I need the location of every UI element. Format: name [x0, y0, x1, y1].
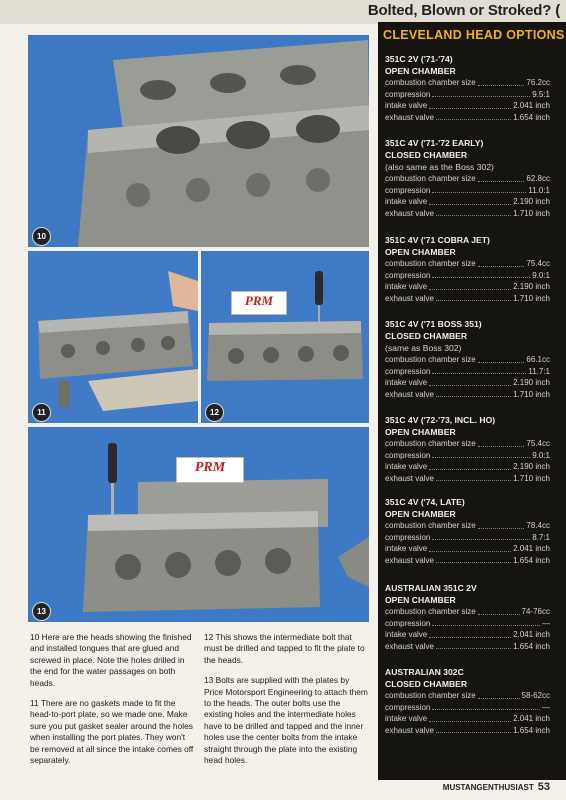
- leader-dots: [478, 354, 525, 363]
- photo-number-13: 13: [32, 602, 51, 621]
- spec-value: 2.190 inch: [513, 462, 550, 472]
- spec-row: [385, 450, 550, 462]
- spec-row: [385, 606, 550, 618]
- spec-value: 66.1cc: [526, 355, 550, 364]
- leader-dots: [478, 258, 525, 267]
- spec-label: exhaust valve: [385, 725, 434, 735]
- leader-dots: [432, 532, 530, 541]
- leader-dots: [429, 196, 511, 205]
- leader-dots: [429, 461, 511, 470]
- spec-value: 9.0:1: [532, 450, 550, 460]
- leader-dots: [429, 713, 511, 722]
- prm-logo-13: PRM: [176, 457, 244, 483]
- section-title: 351C 4V ('74, LATE): [385, 497, 465, 507]
- head-option-section: [385, 666, 550, 736]
- leader-dots: [478, 520, 525, 529]
- spec-value: —: [542, 702, 550, 712]
- section-chamber-type: OPEN CHAMBER: [385, 595, 456, 605]
- section-chamber-type: OPEN CHAMBER: [385, 66, 456, 76]
- spec-value: 2.041 inch: [513, 630, 550, 640]
- spec-row: [385, 196, 550, 208]
- section-chamber-type: OPEN CHAMBER: [385, 427, 456, 437]
- spec-label: intake valve: [385, 101, 428, 111]
- section-chamber-type: CLOSED CHAMBER: [385, 331, 468, 341]
- spec-value: 2.041 inch: [513, 544, 550, 554]
- spec-value: 62.8cc: [526, 174, 550, 183]
- sidebar-title: CLEVELAND HEAD OPTIONS: [383, 28, 565, 42]
- spec-label: compression: [385, 618, 431, 628]
- spec-value: 9.5:1: [532, 89, 550, 99]
- spec-value: 8.7:1: [532, 532, 550, 542]
- spec-value: 75.4cc: [526, 259, 550, 268]
- spec-row: [385, 389, 550, 401]
- spec-label: intake valve: [385, 282, 428, 292]
- leader-dots: [436, 725, 511, 734]
- caption-13: 13 Bolts are supplied with the plates by Price Motorsport Engineering to attach them to the heads. The outer bolts use the existing holes and the intermediate holes have to be drilled and tapped and the inner holes use the center bolts from the intake straight through the plate into the existing head holes.: [204, 675, 368, 766]
- spec-row: [385, 258, 550, 270]
- leader-dots: [478, 606, 520, 615]
- spec-row: [385, 77, 550, 89]
- leader-dots: [429, 100, 511, 109]
- head-option-section: [385, 582, 550, 652]
- spec-value: 11.7:1: [528, 366, 550, 376]
- spec-label: intake valve: [385, 544, 428, 554]
- spec-label: intake valve: [385, 378, 428, 388]
- spec-label: intake valve: [385, 630, 428, 640]
- spec-value: 2.041 inch: [513, 714, 550, 724]
- leader-dots: [432, 702, 540, 711]
- spec-value: 1.710 inch: [513, 293, 550, 303]
- spec-value: 2.041 inch: [513, 101, 550, 111]
- section-chamber-type: CLOSED CHAMBER: [385, 679, 468, 689]
- spec-label: combustion chamber size: [385, 607, 476, 616]
- spec-value: 1.654 inch: [513, 725, 550, 735]
- spec-label: combustion chamber size: [385, 691, 476, 700]
- leader-dots: [436, 208, 511, 217]
- leader-dots: [478, 438, 525, 447]
- photo-12: [201, 251, 369, 423]
- spec-row: [385, 89, 550, 101]
- magazine-name: MUSTANGENTHUSIAST: [442, 783, 534, 792]
- spec-label: intake valve: [385, 714, 428, 724]
- spec-row: [385, 618, 550, 630]
- leader-dots: [436, 641, 511, 650]
- intermediate-bolt-photo: [201, 251, 369, 423]
- spec-value: 1.654 inch: [513, 641, 550, 651]
- spec-row: [385, 270, 550, 282]
- spec-label: combustion chamber size: [385, 174, 476, 183]
- photo-11: [28, 251, 198, 423]
- leader-dots: [429, 281, 511, 290]
- gasket-photo: [28, 251, 198, 423]
- leader-dots: [478, 77, 525, 86]
- section-title: 351C 2V ('71-'74): [385, 54, 453, 64]
- prm-logo-12: PRM: [231, 291, 287, 315]
- cylinder-heads-photo: [28, 35, 369, 247]
- spec-value: 1.710 inch: [513, 208, 550, 218]
- spec-value: 75.4cc: [526, 439, 550, 448]
- spec-label: compression: [385, 532, 431, 542]
- spec-label: exhaust valve: [385, 555, 434, 565]
- page-number: 53: [537, 781, 550, 793]
- spec-row: [385, 690, 550, 702]
- spec-row: [385, 293, 550, 305]
- spec-value: 58-62cc: [521, 691, 550, 700]
- spec-row: [385, 208, 550, 220]
- section-note: (also same as the Boss 302): [385, 162, 494, 172]
- spec-label: compression: [385, 702, 431, 712]
- running-head-bar: [0, 0, 566, 24]
- spec-label: compression: [385, 89, 431, 99]
- spec-row: [385, 377, 550, 389]
- leader-dots: [432, 185, 526, 194]
- spec-row: [385, 532, 550, 544]
- spec-row: [385, 543, 550, 555]
- spec-value: 2.190 inch: [513, 282, 550, 292]
- leader-dots: [436, 473, 511, 482]
- spec-row: [385, 112, 550, 124]
- spec-label: compression: [385, 366, 431, 376]
- leader-dots: [478, 690, 520, 699]
- spec-value: 74-76cc: [521, 607, 550, 616]
- spec-row: [385, 281, 550, 293]
- leader-dots: [436, 293, 511, 302]
- spec-row: [385, 725, 550, 737]
- spec-value: 76.2cc: [526, 78, 550, 87]
- caption-10: 10 Here are the heads showing the finished and installed tongues that are glued and screwed in place. Note the holes drilled in the end for the water passages on both heads.: [30, 632, 192, 688]
- section-title: 351C 4V ('72-'73, INCL. HO): [385, 415, 496, 425]
- spec-label: intake valve: [385, 462, 428, 472]
- leader-dots: [478, 173, 525, 182]
- spec-row: [385, 629, 550, 641]
- caption-11: 11 There are no gaskets made to fit the head-to-port plate, so we made one. Make sure you put gasket sealer around the holes when installing the port plates. They won't be removed at all since the intake comes off separately.: [30, 698, 194, 766]
- spec-label: combustion chamber size: [385, 439, 476, 448]
- leader-dots: [429, 543, 511, 552]
- spec-row: [385, 185, 550, 197]
- spec-label: exhaust valve: [385, 293, 434, 303]
- leader-dots: [432, 89, 530, 98]
- spec-row: [385, 713, 550, 725]
- spec-row: [385, 641, 550, 653]
- spec-row: [385, 354, 550, 366]
- head-option-section: [385, 234, 550, 304]
- head-option-section: [385, 53, 550, 123]
- photo-number-10: 10: [32, 227, 51, 246]
- photo-10: [28, 35, 369, 247]
- photo-13: [28, 427, 369, 622]
- caption-12: 12 This shows the intermediate bolt that must be drilled and tapped to fit the plate to the heads.: [204, 632, 365, 665]
- head-option-section: [385, 496, 550, 566]
- spec-label: compression: [385, 185, 431, 195]
- spec-label: exhaust valve: [385, 112, 434, 122]
- spec-label: exhaust valve: [385, 208, 434, 218]
- head-option-section: [385, 318, 550, 400]
- spec-row: [385, 702, 550, 714]
- leader-dots: [432, 618, 540, 627]
- head-option-section: [385, 137, 550, 219]
- spec-label: compression: [385, 450, 431, 460]
- leader-dots: [429, 629, 511, 638]
- spec-row: [385, 438, 550, 450]
- photo-number-11: 11: [32, 403, 51, 422]
- section-chamber-type: CLOSED CHAMBER: [385, 150, 468, 160]
- spec-row: [385, 100, 550, 112]
- section-title: 351C 4V ('71-'72 EARLY): [385, 138, 484, 148]
- section-title: AUSTRALIAN 302C: [385, 667, 464, 677]
- running-head: Bolted, Blown or Stroked? (: [367, 2, 560, 19]
- spec-value: 1.710 inch: [513, 473, 550, 483]
- section-title: 351C 4V ('71 COBRA JET): [385, 235, 490, 245]
- spec-label: combustion chamber size: [385, 78, 476, 87]
- leader-dots: [429, 377, 511, 386]
- leader-dots: [436, 389, 511, 398]
- spec-label: exhaust valve: [385, 389, 434, 399]
- section-title: 351C 4V ('71 BOSS 351): [385, 319, 482, 329]
- spec-label: intake valve: [385, 197, 428, 207]
- leader-dots: [436, 555, 511, 564]
- photo-number-12: 12: [205, 403, 224, 422]
- head-option-section: [385, 414, 550, 484]
- section-note: (same as Boss 302): [385, 343, 462, 353]
- spec-row: [385, 173, 550, 185]
- spec-label: compression: [385, 270, 431, 280]
- caption-column-left: [30, 632, 196, 775]
- section-chamber-type: OPEN CHAMBER: [385, 247, 456, 257]
- spec-value: 11.0:1: [528, 185, 550, 195]
- spec-label: combustion chamber size: [385, 259, 476, 268]
- spec-value: 1.654 inch: [513, 112, 550, 122]
- spec-value: —: [542, 618, 550, 628]
- spec-row: [385, 520, 550, 532]
- spec-value: 1.654 inch: [513, 555, 550, 565]
- spec-row: [385, 461, 550, 473]
- section-title: AUSTRALIAN 351C 2V: [385, 583, 477, 593]
- leader-dots: [432, 366, 526, 375]
- caption-column-right: [204, 632, 370, 775]
- spec-row: [385, 473, 550, 485]
- spec-label: combustion chamber size: [385, 355, 476, 364]
- spec-value: 1.710 inch: [513, 389, 550, 399]
- leader-dots: [432, 270, 530, 279]
- spec-label: exhaust valve: [385, 473, 434, 483]
- spec-value: 78.4cc: [526, 521, 550, 530]
- page-footer: [443, 781, 550, 793]
- section-chamber-type: OPEN CHAMBER: [385, 509, 456, 519]
- spec-row: [385, 366, 550, 378]
- leader-dots: [432, 450, 530, 459]
- spec-label: exhaust valve: [385, 641, 434, 651]
- spec-value: 2.190 inch: [513, 197, 550, 207]
- spec-label: combustion chamber size: [385, 521, 476, 530]
- spec-value: 2.190 inch: [513, 378, 550, 388]
- spec-value: 9.0:1: [532, 270, 550, 280]
- leader-dots: [436, 112, 511, 121]
- spec-row: [385, 555, 550, 567]
